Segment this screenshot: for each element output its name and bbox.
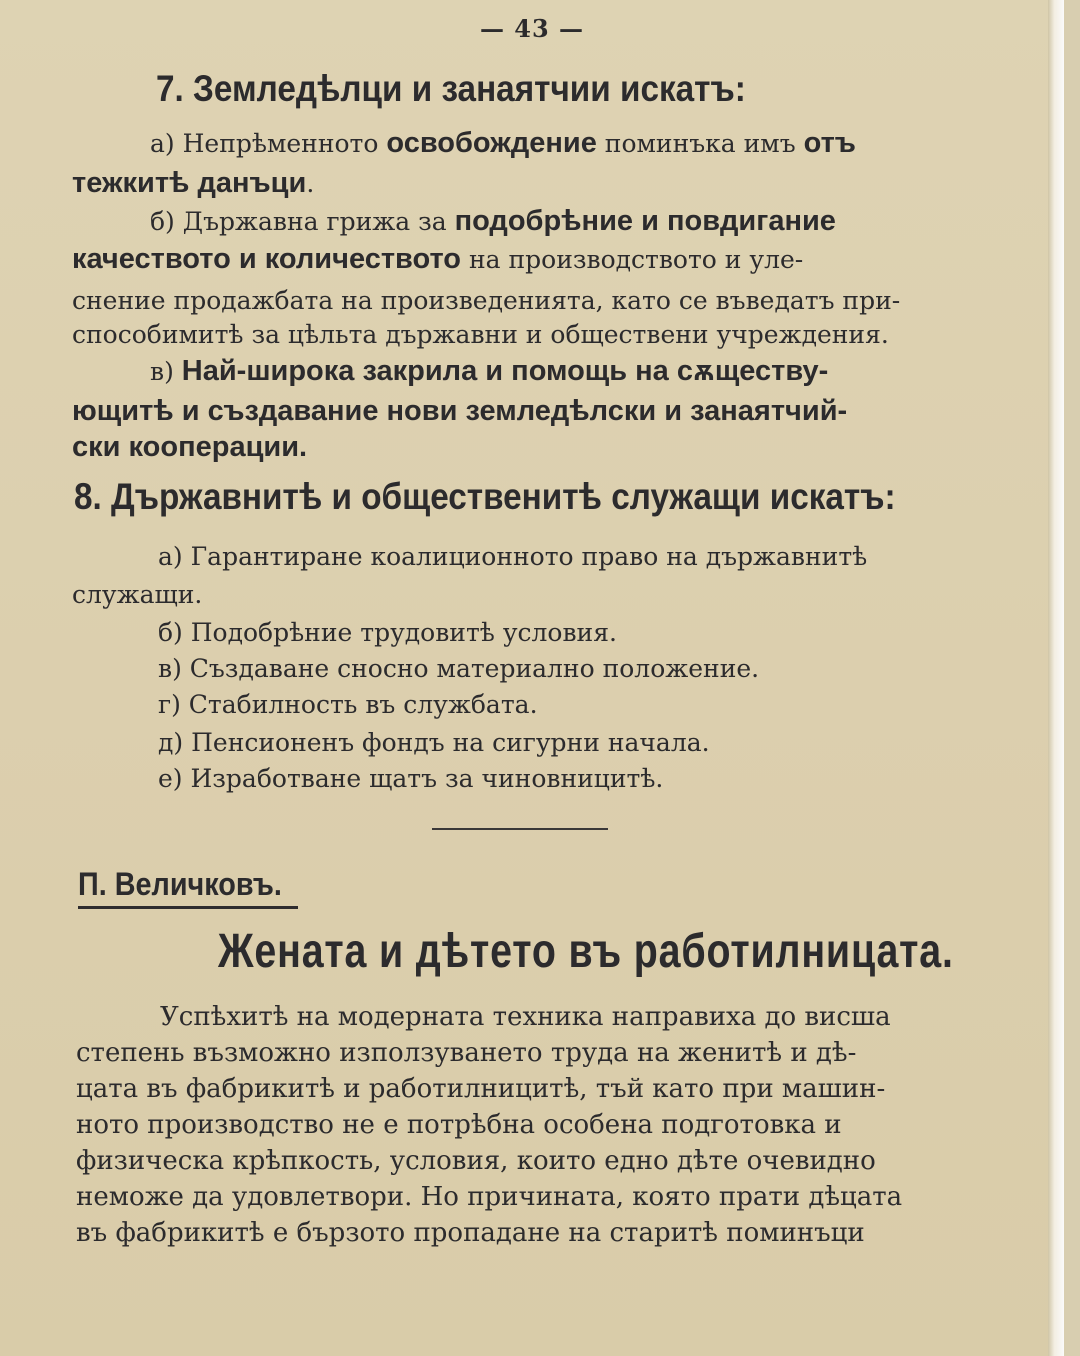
text: способимитѣ за цѣльта държавни и обществени учреждения. (72, 320, 889, 349)
article-line: цата въ фабрикитѣ и работилницитѣ, тъй като при машин- (76, 1074, 886, 1104)
bold-text: освобождение (386, 127, 597, 159)
article-line: физическа крѣпкость, условия, които едно дѣте очевидно (76, 1146, 876, 1176)
section-8-heading: 8. Държавнитѣ и общественитѣ служащи искатъ: (74, 476, 896, 517)
article-line: въ фабрикитѣ е бързото пропадане на старитѣ поминъци (76, 1218, 865, 1248)
section-8-line: а) Гарантиране коалиционното право на държавнитѣ (158, 542, 868, 571)
bold-text: отъ (803, 127, 856, 159)
article-title: Жената и дѣтето въ работилницата. (218, 925, 954, 978)
section-7-heading: 7. Земледѣлци и занаятчии искатъ: (156, 68, 746, 109)
section-8-line: г) Стабилность въ службата. (158, 690, 538, 719)
section-7-line (150, 128, 856, 159)
text: поминъка имъ (596, 129, 804, 158)
article-line: Успѣхитѣ на модерната техника направиха до висша (160, 1002, 891, 1032)
bold-text: Най-широка закрила и помощь на сѫществу- (181, 355, 829, 387)
section-divider (432, 828, 608, 830)
section-8-line: б) Подобрѣние трудовитѣ условия. (158, 618, 617, 647)
text: в) (150, 357, 182, 386)
bold-text: ски кооперации. (72, 431, 308, 463)
author-name: П. Величковъ. (78, 866, 282, 902)
section-7-line (150, 356, 828, 387)
bold-text: качеството и количеството (72, 243, 462, 275)
text: на производството и уле- (461, 245, 804, 274)
section-7-line (72, 396, 847, 427)
bold-text: тежкитѣ данъци (72, 167, 307, 199)
page-edge (1048, 0, 1064, 1356)
section-7-line (150, 206, 836, 237)
section-8-line: е) Изработване щатъ за чиновницитѣ. (158, 764, 664, 793)
article-line: ното производство не е потрѣбна особена подготовка и (76, 1110, 842, 1140)
article-line: степень възможно използуването труда на женитѣ и дѣ- (76, 1038, 857, 1068)
page-number: — 43 — (479, 14, 585, 43)
section-7-line (72, 320, 889, 350)
text: а) Непрѣменното (150, 129, 387, 158)
bold-text: ющитѣ и създавание нови земледѣлски и занаятчий- (72, 395, 848, 427)
text: б) Държавна грижа за (150, 207, 455, 236)
author-underline (78, 906, 298, 909)
section-7-line (72, 168, 314, 199)
section-7-line (72, 244, 803, 275)
text: снение продажбата на произведенията, като се въведатъ при- (72, 286, 901, 315)
section-8-line: служащи. (72, 580, 203, 609)
text: . (306, 169, 315, 198)
section-8-line: д) Пенсионенъ фондъ на сигурни начала. (158, 728, 710, 757)
article-line: неможе да удовлетвори. Но причината, която прати дѣцата (76, 1182, 903, 1212)
section-7-line (72, 286, 900, 316)
section-7-line (72, 432, 307, 463)
section-8-line: в) Създаване сносно материално положение. (158, 654, 760, 683)
bold-text: подобрѣние и повдигание (454, 205, 836, 237)
